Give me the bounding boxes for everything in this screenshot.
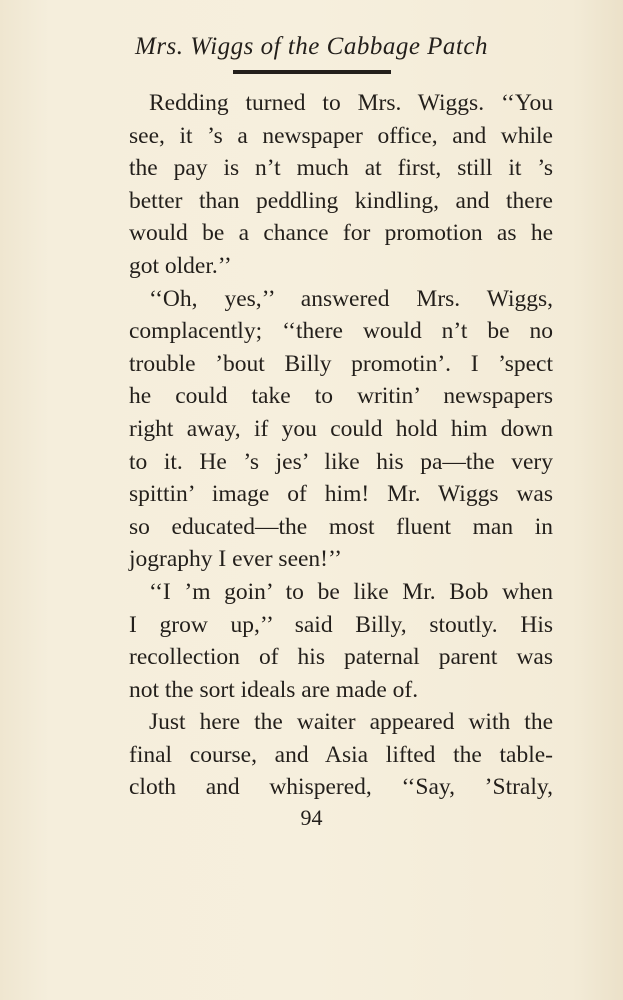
text-line: ‘‘I ’m goin’ to be like Mr. Bob when [149, 578, 553, 605]
text-line: Just here the waiter appeared with the [149, 709, 553, 736]
text-line: spittin’ image of him! Mr. Wiggs was [129, 481, 553, 508]
text-line: cloth and whispered, ‘‘Say, ’Straly, [129, 774, 553, 801]
text-line: to it. He ’s jes’ like his pa—the very [129, 448, 553, 475]
text-line: recollection of his paternal parent was [129, 644, 553, 671]
text-line: ‘‘Oh, yes,’’ answered Mrs. Wiggs, [149, 285, 553, 312]
text-line: the pay is n’t much at first, still it ’s [129, 155, 553, 182]
text-line: jography I ever seen!’’ [129, 546, 342, 573]
text-line: would be a chance for promotion as he [129, 220, 553, 247]
text-line: I grow up,’’ said Billy, stoutly. His [129, 611, 553, 638]
text-line: see, it ’s a newspaper office, and while [129, 122, 553, 149]
text-line: trouble ’bout Billy promotin’. I ’spect [129, 350, 553, 377]
header-rule [233, 70, 391, 74]
running-head: Mrs. Wiggs of the Cabbage Patch [135, 33, 488, 60]
text-line: so educated—the most fluent man in [129, 513, 553, 540]
text-line: not the sort ideals are made of. [129, 676, 419, 703]
text-line: better than peddling kindling, and there [129, 187, 553, 214]
page-number: 94 [300, 805, 323, 830]
text-line: got older.’’ [129, 252, 232, 279]
text-line: he could take to writin’ newspapers [129, 383, 553, 410]
text-line: complacently; ‘‘there would n’t be no [129, 318, 553, 345]
body-text [129, 87, 553, 804]
text-line: right away, if you could hold him down [129, 415, 553, 442]
text-line: final course, and Asia lifted the table- [129, 741, 553, 768]
text-line: Redding turned to Mrs. Wiggs. ‘‘You [149, 90, 553, 116]
